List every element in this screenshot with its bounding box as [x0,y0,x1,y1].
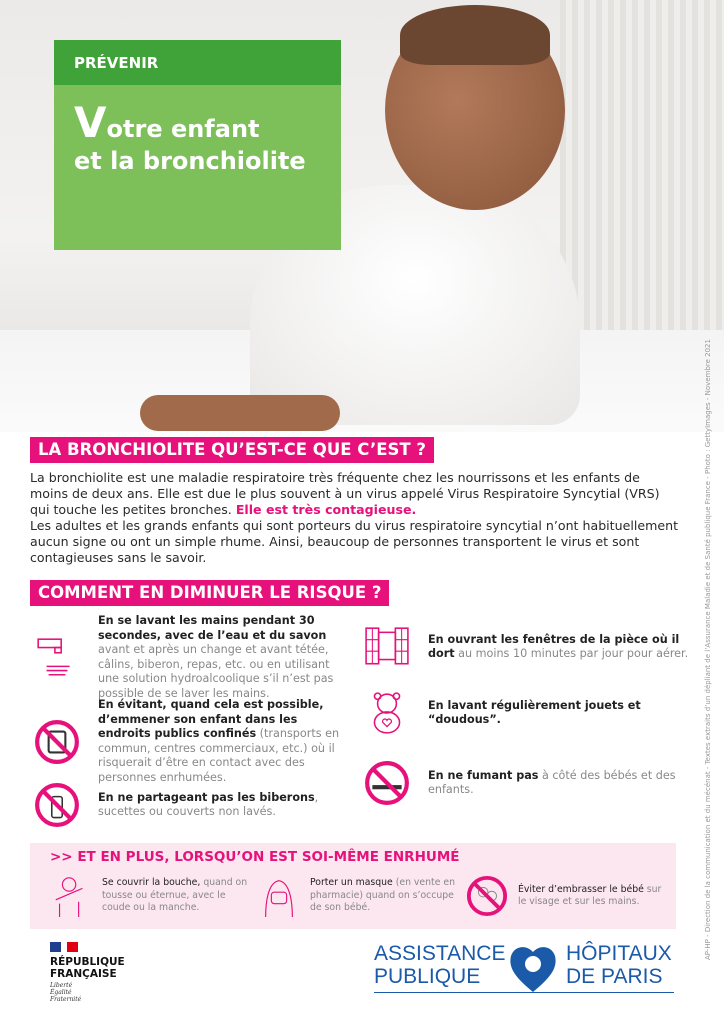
mask-icon [258,875,300,917]
cold-advice-item: Porter un masque (en vente en pharmacie) quand on s’occupe de son bébé. [258,875,460,917]
handwashing-icon [34,635,80,681]
cold-advice-item: Éviter d’embrasser le bébé sur le visage et sur les mains. [466,875,668,917]
teddy-bear-icon [364,690,410,736]
no-smoking-icon [364,760,410,806]
cold-advice-item: Se couvrir la bouche, quand on tousse ou éternue, avec le coude ou la manche. [50,875,252,917]
risk-item: En lavant régulièrement jouets et “doudous”. [364,690,698,736]
risk-item: En ne fumant pas à côté des bébés et des enfants. [364,760,698,806]
aphp-logo: ASSISTANCE PUBLIQUE HÔPITAUX DE PARIS [374,940,674,996]
title-box [54,40,341,250]
no-kiss-icon [466,875,508,917]
credits: AP-HP - Direction de la communication et du mécénat - Textes extraits d’un dépliant de l’Assurance Maladie et de Santé publique France - Photo : GettyImages - Novembre 2021 [704,339,712,960]
heart-bird-icon [506,940,560,994]
republique-francaise-logo: RÉPUBLIQUE FRANÇAISE Liberté Égalité Fraternité [50,942,125,1003]
risk-item: En ouvrant les fenêtres de la pièce où il dort au moins 10 minutes par jour pour aérer. [364,624,698,670]
risk-item: En se lavant les mains pendant 30 secondes, avec de l’eau et du savon avant et après un change et avant tétée, câlins, biberon, repas, etc. ou en utilisant une solution hydroalcoolique s’il n’est pas possible de se laver les mains. [34,614,343,701]
risk-item: En ne partageant pas les biberons, sucettes ou couverts non lavés. [34,782,343,828]
panel-heading: >> ET EN PLUS, LORSQU’ON EST SOI-MÊME ENRHUMÉ [50,849,460,865]
cough-elbow-icon [50,875,92,917]
category-label: PRÉVENIR [54,40,341,85]
cold-advice-panel [30,843,676,929]
section-heading-risk: COMMENT EN DIMINUER LE RISQUE ? [30,580,389,606]
page-title: Votre enfant et la bronchiolite [74,98,306,175]
section-heading-what: LA BRONCHIOLITE QU’EST-CE QUE C’EST ? [30,437,434,463]
intro-text: La bronchiolite est une maladie respiratoire très fréquente chez les nourrissons et les enfants de moins de deux ans. Elle est due le plus souvent à un virus appelé Virus Respiratoire Syncytial (VRS) qui touche les petites bronches. Elle est très contagieuse. Les adultes et les grands enfants qui sont porteurs du virus respiratoire syncytial n’ont habituellement aucun signe ou ont un simple rhume. Ainsi, beaucoup de personnes transportent le virus et sont contagieuses sans le savoir. [30,470,679,565]
no-bus-icon [34,719,80,765]
no-bottle-icon [34,782,80,828]
risk-item: En évitant, quand cela est possible, d’emmener son enfant dans les endroits publics confinés (transports en commun, centres commerciaux, etc.) où il risquerait d’être en contact avec des personnes enrhumées. [34,698,343,785]
open-window-icon [364,624,410,670]
